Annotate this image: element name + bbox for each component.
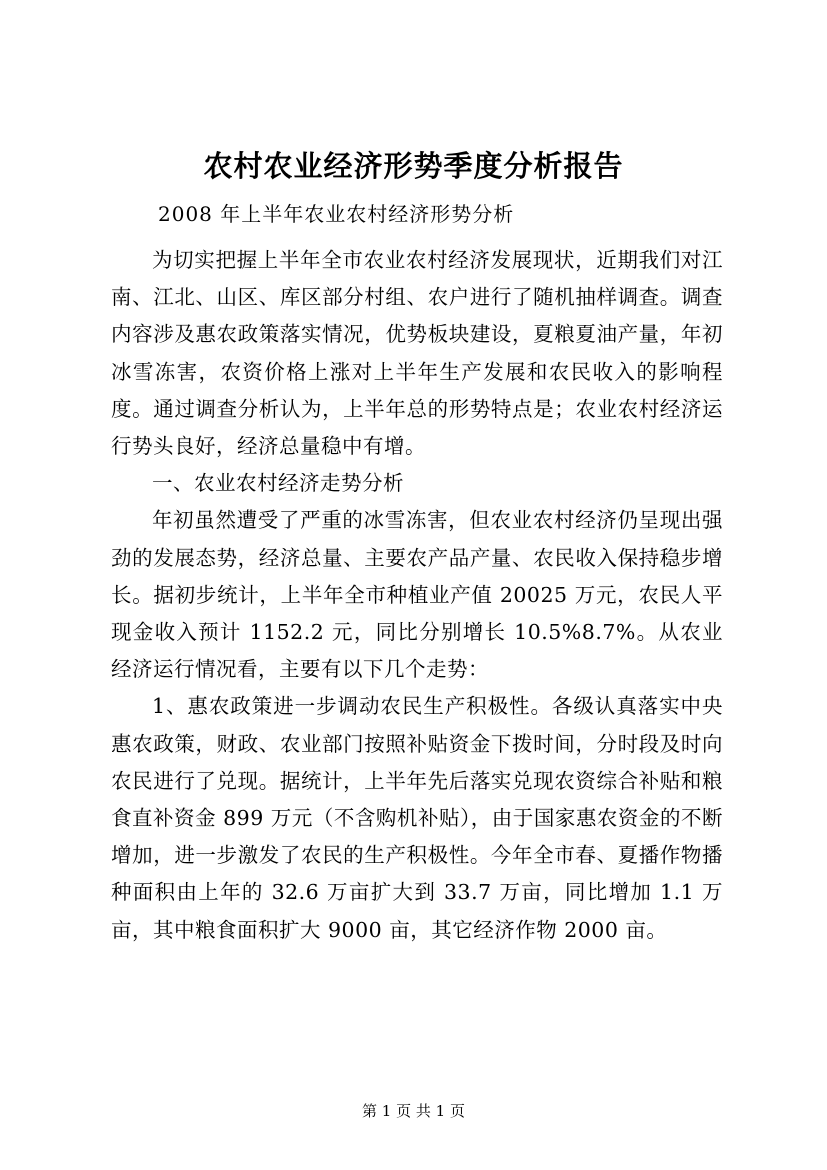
page-title: 农村农业经济形势季度分析报告	[203, 149, 624, 183]
paragraph-policy: 1、惠农政策进一步调动农民生产积极性。各级认真落实中央惠农政策，财政、农业部门按照补贴资金下拨时间，分时段及时向农民进行了兑现。据统计，上半年先后落实兑现农资综合补贴和粮食直补资金 899 万元（不含购机补贴），由于国家惠农资金的不断增加，进一步激发了农民的生产积极性。今年全市春、夏播作物播种面积由上年的 32.6 万亩扩大到 33.7 万亩，同比增加 1.1 万亩，其中粮食面积扩大 9000 亩，其它经济作物 2000 亩。	[111, 694, 723, 942]
paragraph-intro: 为切实把握上半年全市农业农村经济发展现状，近期我们对江南、江北、山区、库区部分村组、农户进行了随机抽样调查。调查内容涉及惠农政策落实情况，优势板块建设，夏粮夏油产量，年初冰雪冻害，农资价格上涨对上半年生产发展和农民收入的影响程度。通过调查分析认为，上半年总的形势特点是；农业农村经济运行势头良好，经济总量稳中有增。	[111, 248, 723, 459]
document-subtitle: 2008 年上半年农业农村经济形势分析	[158, 202, 515, 226]
paragraph-trend-overview: 年初虽然遭受了严重的冰雪冻害，但农业农村经济仍呈现出强劲的发展态势，经济总量、主要农产品产量、农民收入保持稳步增长。据初步统计，上半年全市种植业产值 20025 万元，农民人平现金收入预计 1152.2 元，同比分别增长 10.5%8.7%。从农业经济运行情况看，主要有以下几个走势：	[111, 508, 723, 682]
document-body	[111, 242, 723, 949]
page-footer: 第 1 页 共 1 页	[362, 1102, 465, 1120]
section-heading: 一、农业农村经济走势分析	[152, 471, 404, 496]
